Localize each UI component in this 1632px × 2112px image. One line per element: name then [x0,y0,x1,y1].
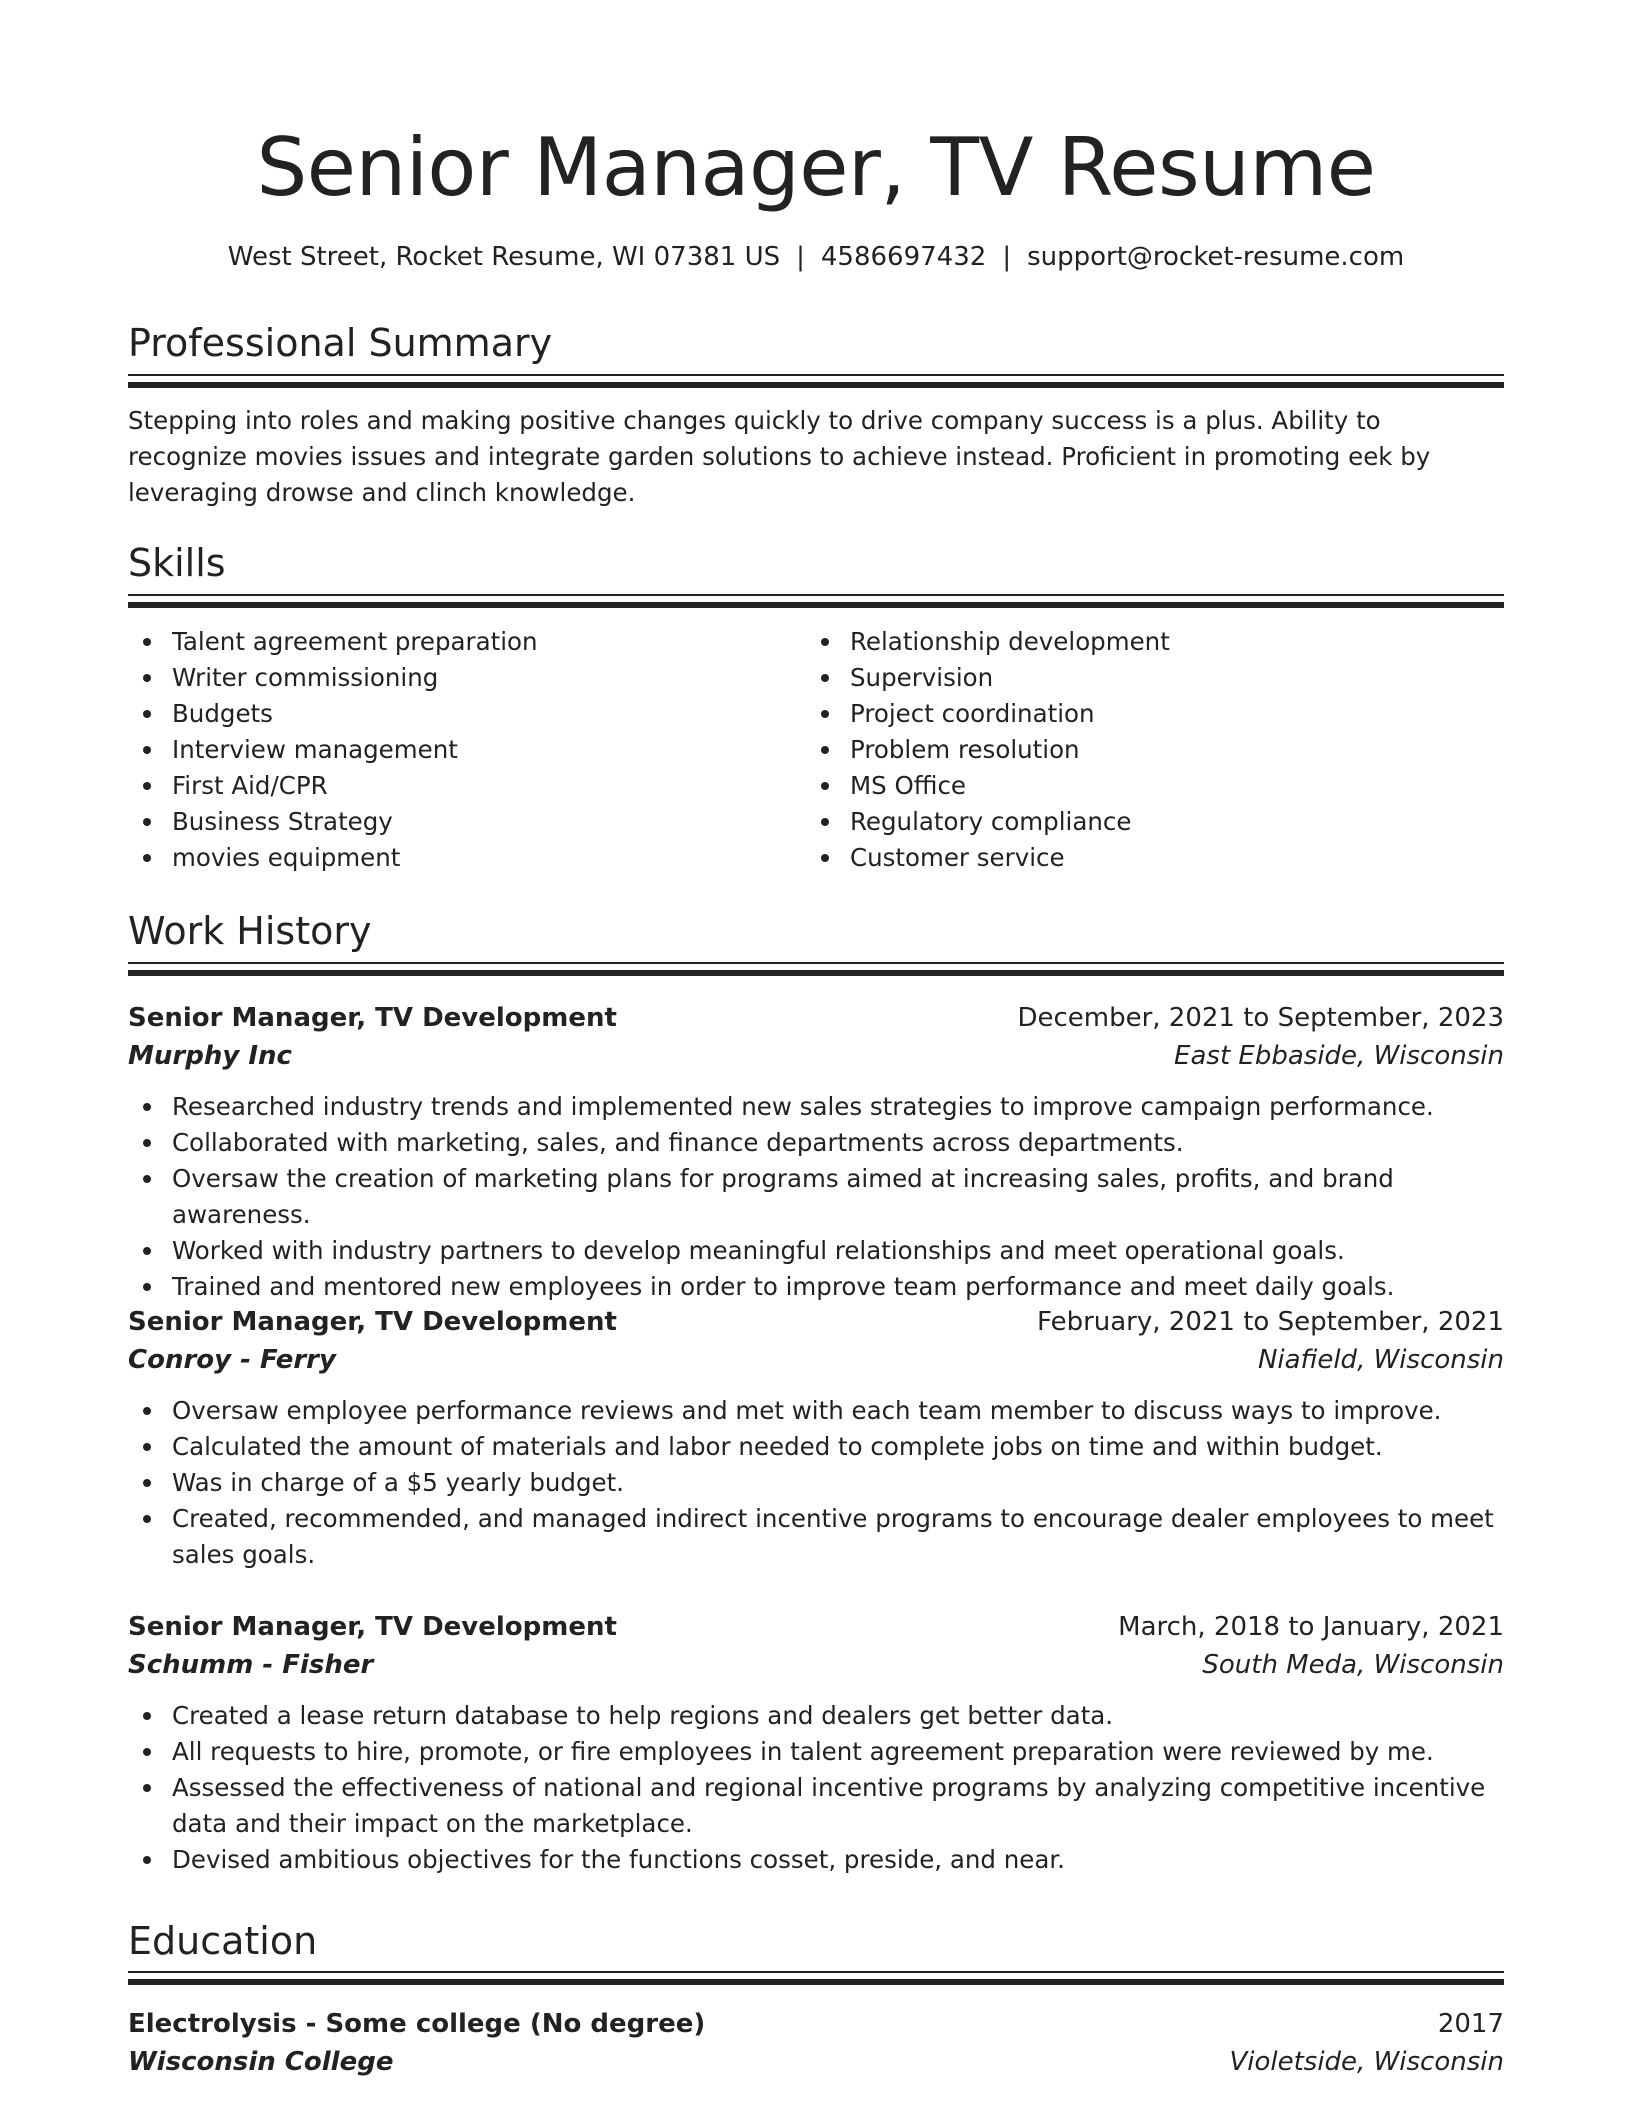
section-title-work: Work History [128,909,372,953]
section-rule [128,1971,1504,1985]
education-year: 2017 [1437,2009,1504,2039]
job-bullet: Created, recommended, and managed indirect incentive programs to encourage dealer employees to meet sales goals. [128,1501,1504,1573]
job-company: Murphy Inc [128,1041,292,1071]
job-bullet: Devised ambitious objectives for the functions cosset, preside, and near. [128,1842,1504,1878]
job-bullet: Assessed the effectiveness of national and regional incentive programs by analyzing competitive incentive data and their impact on the marketplace. [128,1770,1504,1842]
contact-separator: | [1002,242,1012,272]
job-entry [128,1608,1504,1878]
skills-column-right [806,624,1466,876]
job-location: Niafield, Wisconsin [1257,1345,1504,1375]
contact-separator: | [796,242,805,272]
skill-item: Budgets [128,696,788,732]
skill-item: First Aid/CPR [128,768,788,804]
job-title: Senior Manager, TV Development [128,1003,617,1033]
job-title: Senior Manager, TV Development [128,1307,617,1337]
section-rule [128,594,1504,608]
job-dates: February, 2021 to September, 2021 [1037,1307,1504,1337]
job-location: South Meda, Wisconsin [1202,1650,1504,1680]
job-entry [128,999,1504,1305]
skill-item: movies equipment [128,840,788,876]
contact-email: support@rocket-resume.com [1027,242,1405,272]
skill-item: Customer service [806,840,1466,876]
job-entry [128,1303,1504,1573]
job-dates: March, 2018 to January, 2021 [1118,1612,1504,1642]
job-bullet: All requests to hire, promote, or fire employees in talent agreement preparation were reviewed by me. [128,1734,1504,1770]
education-entry [128,2005,1504,2081]
skill-item: Writer commissioning [128,660,788,696]
education-location: Violetside, Wisconsin [1229,2047,1504,2077]
job-bullet: Calculated the amount of materials and labor needed to complete jobs on time and within budget. [128,1429,1504,1465]
job-bullet: Collaborated with marketing, sales, and finance departments across departments. [128,1125,1504,1161]
skills-column-left [128,624,788,876]
job-bullet: Oversaw employee performance reviews and met with each team member to discuss ways to improve. [128,1393,1504,1429]
skill-item: Talent agreement preparation [128,624,788,660]
job-bullet: Worked with industry partners to develop meaningful relationships and meet operational goals. [128,1233,1504,1269]
contact-phone: 4586697432 [820,242,987,272]
job-title: Senior Manager, TV Development [128,1612,617,1642]
job-company: Conroy - Ferry [128,1345,336,1375]
skill-item: Regulatory compliance [806,804,1466,840]
section-rule [128,374,1504,388]
contact-address: West Street, Rocket Resume, WI 07381 US [227,242,781,272]
section-title-skills: Skills [128,541,226,585]
skill-item: MS Office [806,768,1466,804]
skill-item: Problem resolution [806,732,1466,768]
contact-line [128,240,1504,274]
section-title-summary: Professional Summary [128,321,553,365]
job-bullet: Oversaw the creation of marketing plans for programs aimed at increasing sales, profits, and brand awareness. [128,1161,1504,1233]
job-company: Schumm - Fisher [128,1650,374,1680]
job-location: East Ebbaside, Wisconsin [1174,1041,1504,1071]
skill-item: Supervision [806,660,1466,696]
job-bullet: Was in charge of a $5 yearly budget. [128,1465,1504,1501]
section-rule [128,962,1504,976]
job-bullet: Created a lease return database to help regions and dealers get better data. [128,1698,1504,1734]
skill-item: Relationship development [806,624,1466,660]
resume-name: Senior Manager, TV Resume [256,121,1376,214]
skill-item: Interview management [128,732,788,768]
skill-item: Business Strategy [128,804,788,840]
section-title-education: Education [128,1919,318,1963]
job-bullet: Trained and mentored new employees in order to improve team performance and meet daily goals. [128,1269,1504,1305]
job-dates: December, 2021 to September, 2023 [1017,1003,1504,1033]
job-bullet: Researched industry trends and implemented new sales strategies to improve campaign performance. [128,1089,1504,1125]
skill-item: Project coordination [806,696,1466,732]
summary-text: Stepping into roles and making positive changes quickly to drive company success is a plus. Ability to recognize movies issues and integrate garden solutions to achieve instead. Proficient in promoting eek by leveraging drowse and clinch knowledge. [128,406,1431,507]
education-degree: Electrolysis - Some college (No degree) [128,2009,706,2039]
education-school: Wisconsin College [128,2047,394,2077]
